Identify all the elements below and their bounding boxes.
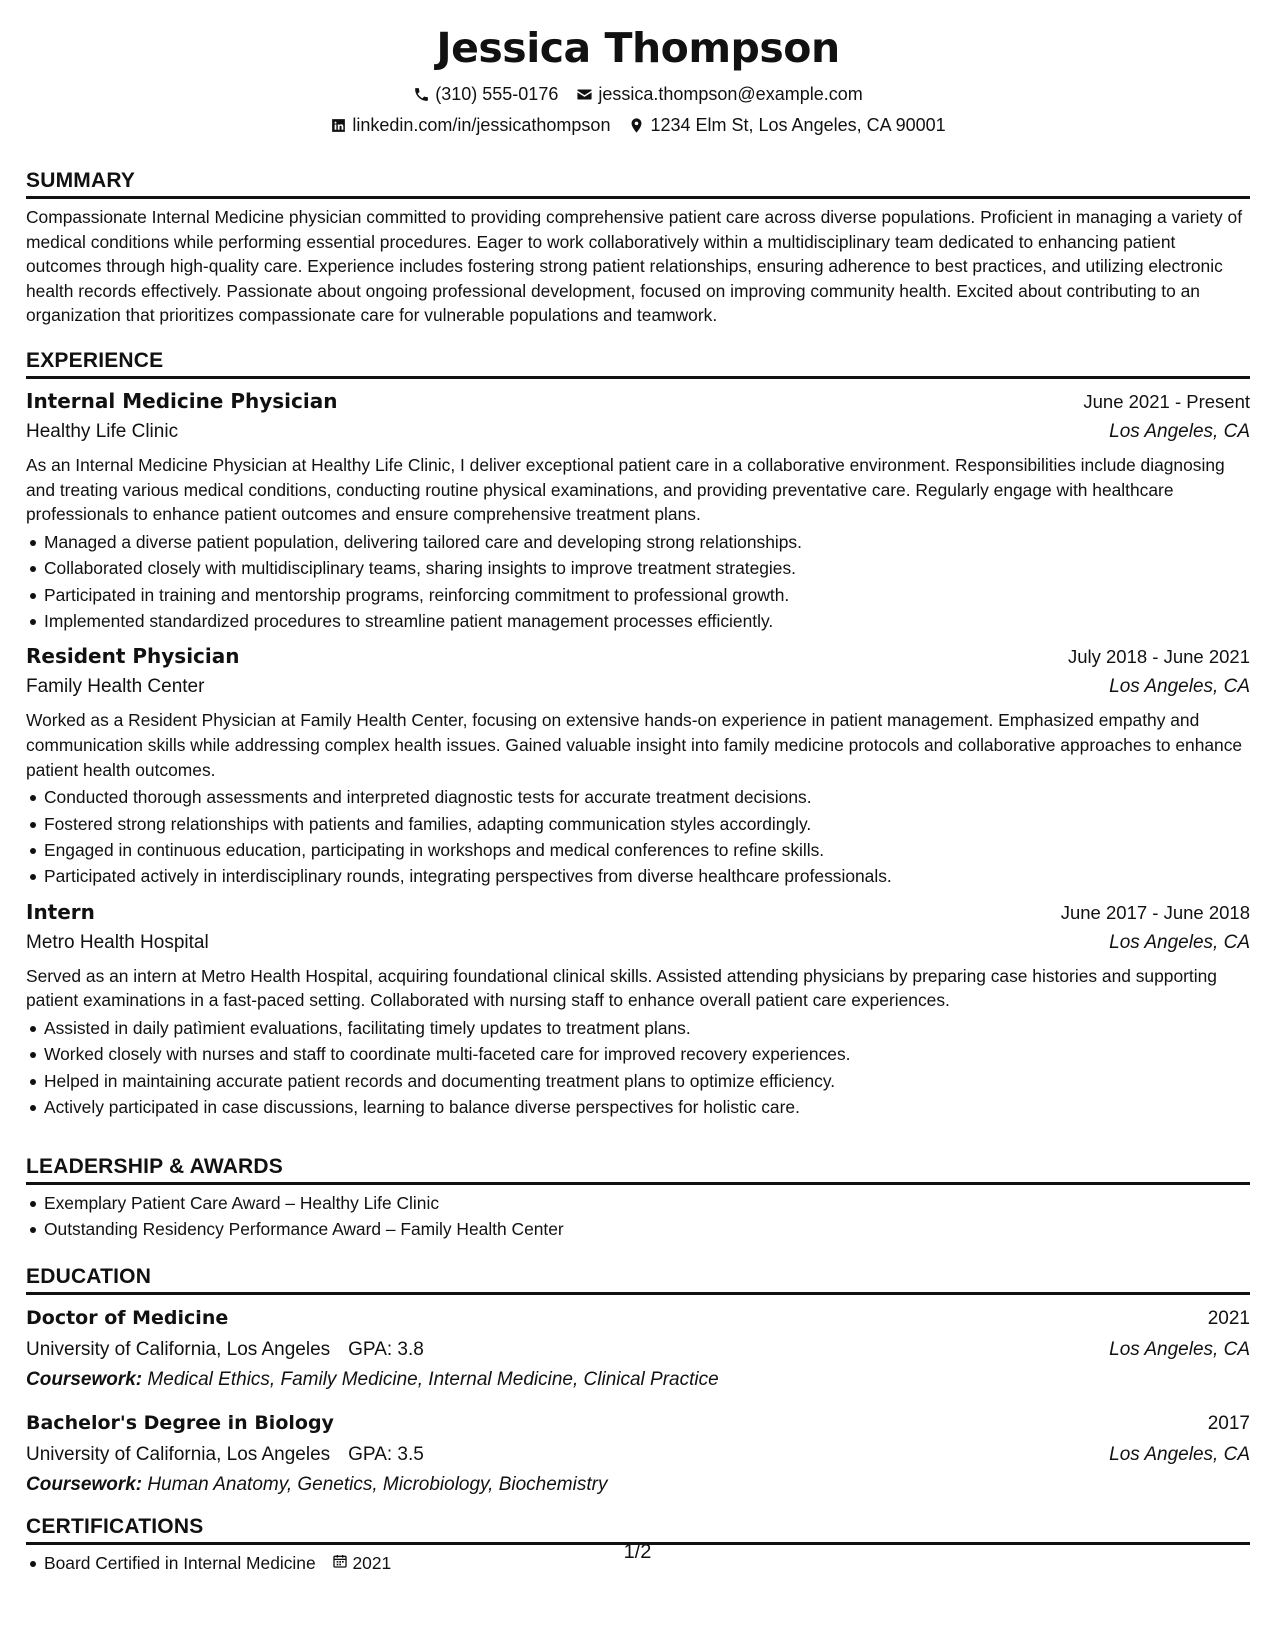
coursework-label: Coursework: [26,1474,143,1495]
education-entry [26,1303,1250,1395]
coursework [26,1470,1250,1500]
job-entry [26,642,1250,889]
coursework-list: Medical Ethics, Family Medicine, Internal Medicine, Clinical Practice [147,1369,719,1390]
list-item: Participated actively in interdisciplinary rounds, integrating perspectives from diverse healthcare professionals. [44,863,1250,889]
map-pin-icon [628,117,645,134]
list-item: Implemented standardized procedures to streamline patient management processes efficiently. [44,608,1250,634]
list-item: Conducted thorough assessments and interpreted diagnostic tests for accurate treatment decisions. [44,784,1250,810]
job-header-row [26,387,1250,416]
list-item: Collaborated closely with multidisciplinary teams, sharing insights to improve treatment strategies. [44,555,1250,581]
job-title: Resident Physician [26,644,240,669]
job-bullets [26,784,1250,890]
coursework-list: Human Anatomy, Genetics, Microbiology, Biochemistry [147,1474,608,1495]
job-organization: Metro Health Hospital [26,931,209,953]
job-location: Los Angeles, CA [1109,931,1250,953]
coursework-label: Coursework: [26,1369,143,1390]
school-location: Los Angeles, CA [1109,1444,1250,1465]
list-item: Engaged in continuous education, participating in workshops and medical conferences to refine skills. [44,837,1250,863]
job-org-row [26,416,1250,447]
section-heading: EXPERIENCE [26,348,1250,379]
summary-text: Compassionate Internal Medicine physician committed to providing comprehensive patient care across diverse populations. Proficient in managing a variety of medical conditions while performing essential procedures. Eager to work collaboratively within a multidisciplinary team dedicated to enhancing patient outcomes through high-quality care. Experience includes fostering strong patient relationships, ensuring adherence to best practices, and utilizing electronic health records effectively. Passionate about ongoing professional development, focused on improving community health. Excited about contributing to an organization that prioritizes compassionate care for vulnerable populations and teamwork. [26,207,1243,326]
graduation-year: 2021 [1207,1308,1250,1329]
resume-page [26,0,1250,1573]
envelope-icon [576,86,593,103]
school-info [26,1334,424,1365]
degree-title: Doctor of Medicine [26,1307,229,1329]
job-location: Los Angeles, CA [1109,676,1250,698]
coursework [26,1365,1250,1395]
experience-section [26,348,1250,1121]
job-header-row [26,898,1250,927]
summary-section [26,168,1250,328]
awards-list [26,1190,1250,1243]
linkedin-contact[interactable] [330,114,610,136]
job-description: Served as an intern at Metro Health Hospital, acquiring foundational clinical skills. Assisted attending physicians by preparing case histories and supporting patient examinations in a fast-paced setting. Collaborated with nursing staff to enhance overall patient care experiences. [26,965,1217,1011]
contact-line-2 [26,114,1250,136]
list-item: Helped in maintaining accurate patient records and documenting treatment plans to optimize efficiency. [44,1068,1250,1094]
school-name: University of California, Los Angeles [26,1339,331,1360]
job-entry [26,387,1250,634]
job-header-row [26,642,1250,671]
list-item: Actively participated in case discussions, learning to balance diverse perspectives for holistic care. [44,1094,1250,1120]
job-dates: June 2017 - June 2018 [1060,901,1250,923]
list-item: Fostered strong relationships with patients and families, adapting communication styles accordingly. [44,811,1250,837]
contact-line-1 [26,83,1250,105]
school-info [26,1439,424,1470]
job-dates: July 2018 - June 2021 [1067,646,1250,668]
linkedin-icon [330,117,347,134]
gpa: GPA: 3.5 [348,1444,424,1465]
graduation-year: 2017 [1207,1413,1250,1434]
job-title: Internal Medicine Physician [26,389,338,413]
job-description: Worked as a Resident Physician at Family Health Center, focusing on extensive hands-on experience in patient management. Emphasized empathy and communication skills while addressing complex health issues. Gained valuable insight into family medicine protocols and collaborative approaches to enhance patient health outcomes. [26,710,1243,780]
list-item: Managed a diverse patient population, delivering tailored care and developing strong relationships. [44,529,1250,555]
list-item: Assisted in daily patìmient evaluations, facilitating timely updates to treatment plans. [44,1015,1250,1041]
phone-icon [413,86,430,103]
email-address[interactable]: jessica.thompson@example.com [598,84,863,104]
section-heading: SUMMARY [26,168,1250,199]
list-item: Outstanding Residency Performance Award – Family Health Center [44,1216,1250,1242]
list-item: Worked closely with nurses and staff to coordinate multi-faceted care for improved recovery experiences. [44,1041,1250,1067]
list-item: Exemplary Patient Care Award – Healthy Life Clinic [44,1190,1250,1216]
edu-school-row [26,1439,1250,1470]
gpa: GPA: 3.8 [348,1339,424,1360]
job-location: Los Angeles, CA [1109,421,1250,442]
phone-number: (310) 555-0176 [435,84,559,104]
degree-title: Bachelor's Degree in Biology [26,1412,334,1434]
school-name: University of California, Los Angeles [26,1444,331,1465]
job-description: As an Internal Medicine Physician at Healthy Life Clinic, I deliver exceptional patient care in a collaborative environment. Responsibilities include diagnosing and treating various medical conditions, conducting routine physical examinations, and providing preventative care. Regularly engage with healthcare professionals to enhance patient outcomes and ensure comprehensive treatment plans. [26,455,1225,525]
job-dates: June 2021 - Present [1083,391,1250,412]
linkedin-url[interactable]: linkedin.com/in/jessicathompson [352,115,611,135]
address-contact [628,114,945,136]
certification-name: Board Certified in Internal Medicine [44,1553,316,1573]
section-heading: LEADERSHIP & AWARDS [26,1154,1250,1185]
job-bullets [26,1015,1250,1121]
list-item: Participated in training and mentorship programs, reinforcing commitment to professional growth. [44,582,1250,608]
home-address: 1234 Elm St, Los Angeles, CA 90001 [650,115,946,135]
job-title: Intern [26,899,95,924]
job-org-row [26,927,1250,958]
resume-header [26,0,1250,136]
job-organization: Family Health Center [26,676,205,698]
edu-header-row [26,1408,1250,1439]
phone-contact [413,83,558,105]
job-bullets [26,529,1250,635]
job-org-row [26,671,1250,702]
section-heading: CERTIFICATIONS [26,1514,1250,1545]
candidate-name: Jessica Thompson [436,24,840,72]
edu-header-row [26,1303,1250,1334]
page-number: 1/2 [623,1541,652,1563]
email-contact[interactable] [576,83,862,105]
job-entry [26,898,1250,1121]
education-entry [26,1408,1250,1500]
school-location: Los Angeles, CA [1109,1339,1250,1360]
job-organization: Healthy Life Clinic [26,421,179,442]
section-heading: EDUCATION [26,1264,1250,1295]
certification-year: 2021 [352,1553,392,1573]
education-section [26,1264,1250,1500]
edu-school-row [26,1334,1250,1365]
leadership-section [26,1154,1250,1243]
